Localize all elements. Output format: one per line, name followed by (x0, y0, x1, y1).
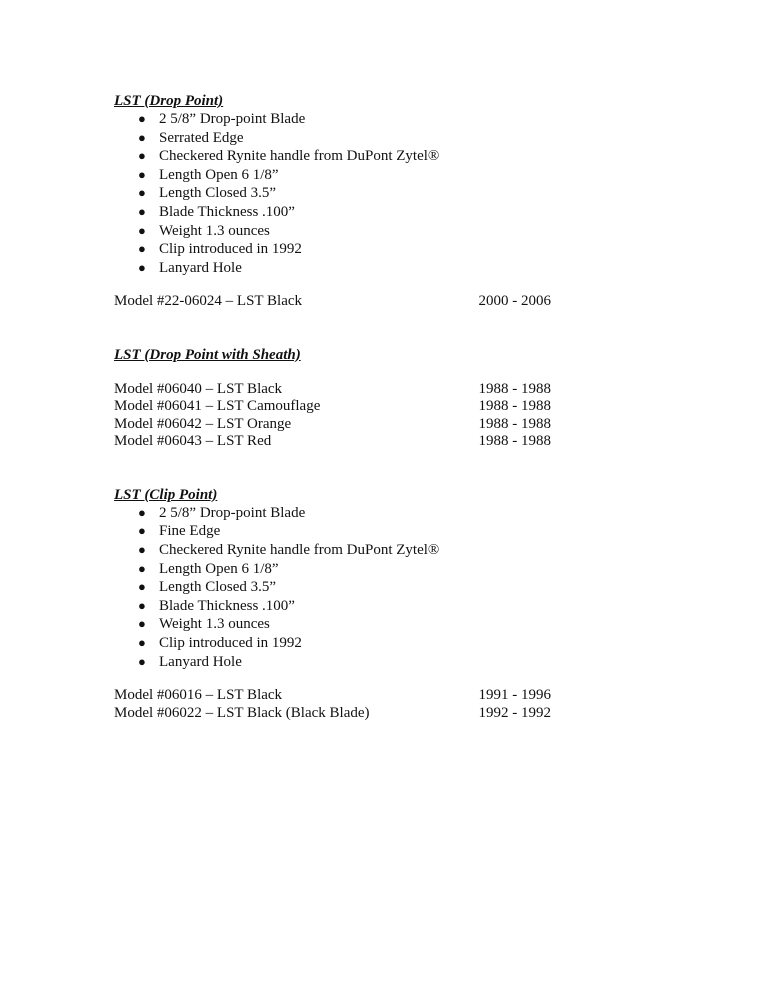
feature-list (114, 110, 594, 277)
bullet-icon: ● (138, 523, 146, 539)
model-row (114, 705, 551, 723)
feature-item (114, 259, 594, 278)
feature-text: Weight 1.3 ounces (159, 222, 270, 239)
section-drop-point-sheath (114, 346, 594, 451)
model-years: 1988 - 1988 (478, 398, 551, 415)
section-title: LST (Clip Point) (114, 486, 218, 503)
feature-text: Blade Thickness .100” (159, 203, 295, 220)
section-title: LST (Drop Point) (114, 93, 224, 109)
feature-text: Clip introduced in 1992 (159, 635, 302, 651)
model-name: Model #06040 – LST Black (114, 380, 283, 397)
model-years: 1988 - 1988 (478, 415, 551, 432)
feature-text: Fine Edge (159, 523, 221, 540)
feature-text: Blade Thickness .100” (159, 597, 295, 614)
feature-item (114, 653, 594, 672)
feature-item (114, 240, 594, 259)
model-years: 1992 - 1992 (478, 704, 551, 721)
bullet-icon: ● (138, 579, 146, 595)
feature-text: Clip introduced in 1992 (159, 241, 302, 258)
feature-item (114, 578, 594, 597)
section-drop-point (114, 92, 594, 311)
bullet-icon: ● (138, 616, 146, 632)
model-row (114, 416, 551, 434)
feature-item (114, 504, 594, 523)
bullet-icon: ● (138, 259, 146, 275)
model-row (114, 381, 551, 399)
feature-item (114, 615, 594, 634)
feature-item (114, 560, 594, 579)
bullet-icon: ● (138, 542, 146, 558)
bullet-icon: ● (138, 653, 146, 669)
bullet-icon: ● (138, 166, 146, 182)
feature-text: 2 5/8” Drop-point Blade (159, 111, 306, 127)
bullet-icon: ● (138, 185, 146, 201)
model-name: Model #06016 – LST Black (114, 687, 283, 704)
feature-text: Length Open 6 1/8” (159, 166, 279, 183)
feature-item (114, 203, 594, 222)
model-name: Model #22-06024 – LST Black (114, 293, 303, 310)
section-clip-point (114, 486, 594, 722)
feature-list (114, 504, 594, 671)
bullet-icon: ● (138, 241, 146, 257)
document-page (114, 92, 594, 722)
bullet-icon: ● (138, 504, 146, 520)
model-years: 1988 - 1988 (478, 380, 551, 397)
model-name: Model #06022 – LST Black (Black Blade) (114, 704, 370, 721)
bullet-icon: ● (138, 597, 146, 613)
model-row (114, 433, 551, 451)
feature-text: Length Closed 3.5” (159, 579, 277, 596)
section-title: LST (Drop Point with Sheath) (114, 346, 301, 363)
feature-item (114, 147, 594, 166)
feature-item (114, 541, 594, 560)
feature-text: Lanyard Hole (159, 259, 242, 276)
feature-text: Weight 1.3 ounces (159, 616, 270, 633)
bullet-icon: ● (138, 129, 146, 145)
feature-item (114, 129, 594, 148)
bullet-icon: ● (138, 111, 146, 126)
feature-item (114, 222, 594, 241)
model-row (114, 293, 551, 311)
model-years: 1988 - 1988 (478, 433, 551, 450)
bullet-icon: ● (138, 560, 146, 576)
feature-text: Checkered Rynite handle from DuPont Zytel® (159, 148, 440, 165)
feature-text: Serrated Edge (159, 129, 244, 146)
bullet-icon: ● (138, 635, 146, 650)
model-years: 2000 - 2006 (478, 293, 551, 310)
feature-item (114, 522, 594, 541)
feature-item (114, 110, 594, 129)
bullet-icon: ● (138, 148, 146, 164)
feature-text: Length Closed 3.5” (159, 185, 277, 202)
model-name: Model #06041 – LST Camouflage (114, 398, 321, 415)
model-row (114, 398, 551, 416)
feature-text: Length Open 6 1/8” (159, 560, 279, 577)
feature-text: 2 5/8” Drop-point Blade (159, 504, 306, 521)
model-name: Model #06043 – LST Red (114, 433, 272, 450)
bullet-icon: ● (138, 222, 146, 238)
feature-item (114, 634, 594, 653)
feature-item (114, 597, 594, 616)
model-row (114, 687, 551, 705)
bullet-icon: ● (138, 203, 146, 219)
model-name: Model #06042 – LST Orange (114, 415, 292, 432)
feature-text: Lanyard Hole (159, 653, 242, 670)
feature-item (114, 184, 594, 203)
feature-item (114, 166, 594, 185)
feature-text: Checkered Rynite handle from DuPont Zytel® (159, 542, 440, 559)
model-years: 1991 - 1996 (478, 687, 551, 704)
